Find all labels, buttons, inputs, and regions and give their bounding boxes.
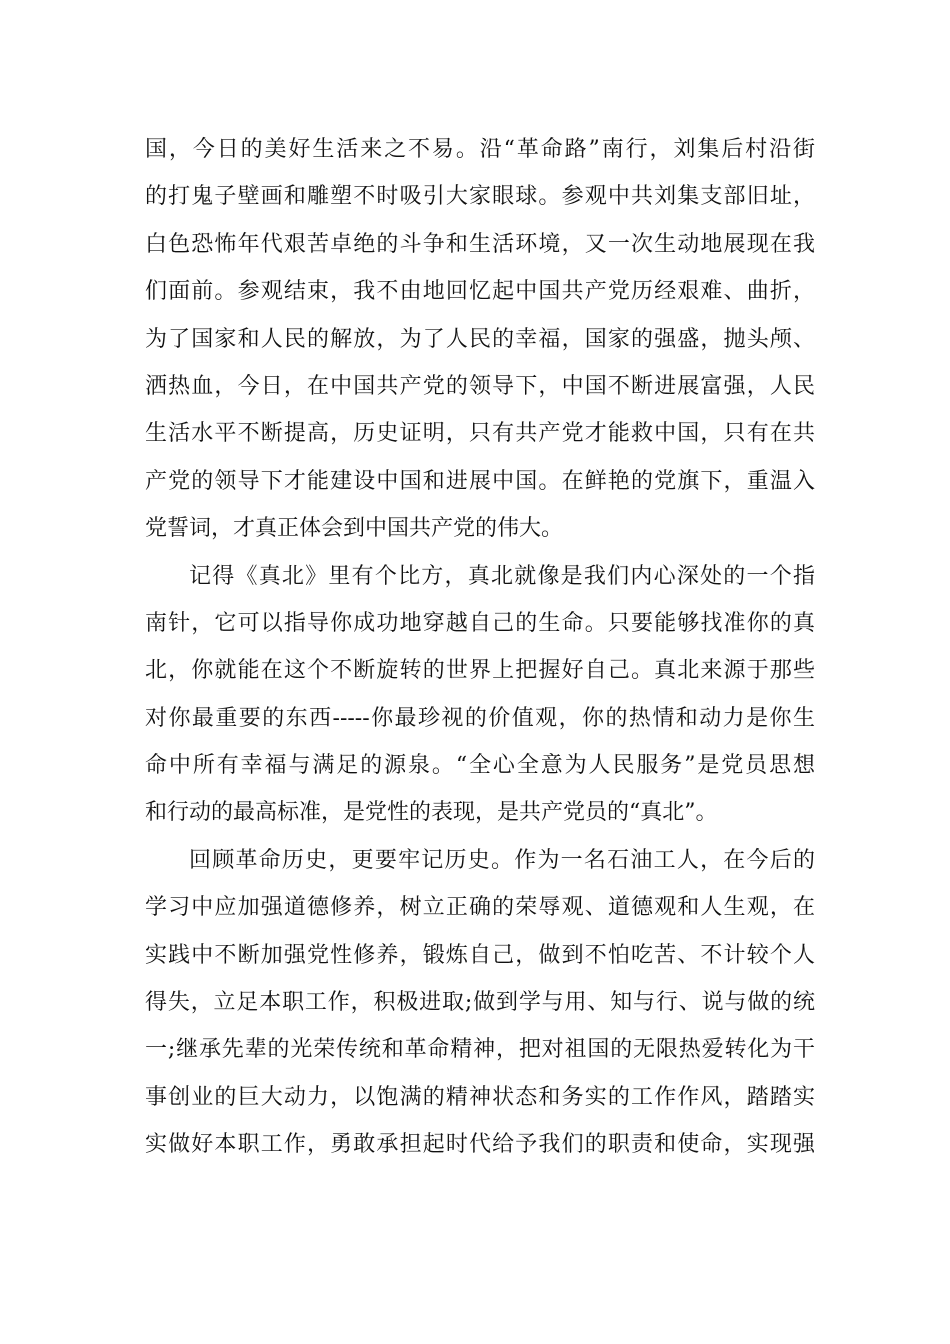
text-line: 党誓词，才真正体会到中国共产党的伟大。 [145,516,564,542]
text-line: 北，你就能在这个不断旋转的世界上把握好自己。真北来源于那些 [145,658,815,684]
text-line: 国，今日的美好生活来之不易。沿“革命路”南行，刘集后村沿街 [145,137,815,162]
text-line: 对你最重要的东西-----你最珍视的价值观，你的热情和动力是你生 [145,705,815,731]
text-line: 事创业的巨大动力，以饱满的精神状态和务实的工作作风，踏踏实 [145,1084,815,1110]
paragraph-first-line: 回顾革命历史，更要牢记历史。作为一名石油工人，在今后的 [189,847,815,873]
text-line: 们面前。参观结束，我不由地回忆起中国共产党历经艰难、曲折， [145,279,815,305]
text-line: 一;继承先辈的光荣传统和革命精神，把对祖国的无限热爱转化为干 [145,1037,815,1063]
text-line: 实做好本职工作，勇敢承担起时代给予我们的职责和使命，实现强 [145,1132,815,1158]
text-line: 的打鬼子壁画和雕塑不时吸引大家眼球。参观中共刘集支部旧址， [145,184,815,210]
text-line: 洒热血，今日，在中国共产党的领导下，中国不断进展富强，人民 [145,373,815,399]
text-line: 生活水平不断提高，历史证明，只有共产党才能救中国，只有在共 [145,421,815,447]
text-line: 为了国家和人民的解放，为了人民的幸福，国家的强盛，抛头颅、 [145,326,815,352]
text-line: 学习中应加强道德修养，树立正确的荣辱观、道德观和人生观，在 [145,895,815,921]
text-line: 命中所有幸福与满足的源泉。“全心全意为人民服务”是党员思想 [145,753,815,779]
text-line: 得失，立足本职工作，积极进取;做到学与用、知与行、说与做的统 [145,990,815,1016]
text-line: 南针，它可以指导你成功地穿越自己的生命。只要能够找准你的真 [145,610,815,636]
text-line: 和行动的最高标准，是党性的表现，是共产党员的“真北”。 [145,800,718,826]
text-line: 实践中不断加强党性修养，锻炼自己，做到不怕吃苦、不计较个人 [145,942,815,968]
text-line: 白色恐怖年代艰苦卓绝的斗争和生活环境，又一次生动地展现在我 [145,231,815,257]
text-line: 产党的领导下才能建设中国和进展中国。在鲜艳的党旗下，重温入 [145,468,815,494]
paragraph-first-line: 记得《真北》里有个比方，真北就像是我们内心深处的一个指 [189,563,815,589]
body-text [145,126,815,1169]
